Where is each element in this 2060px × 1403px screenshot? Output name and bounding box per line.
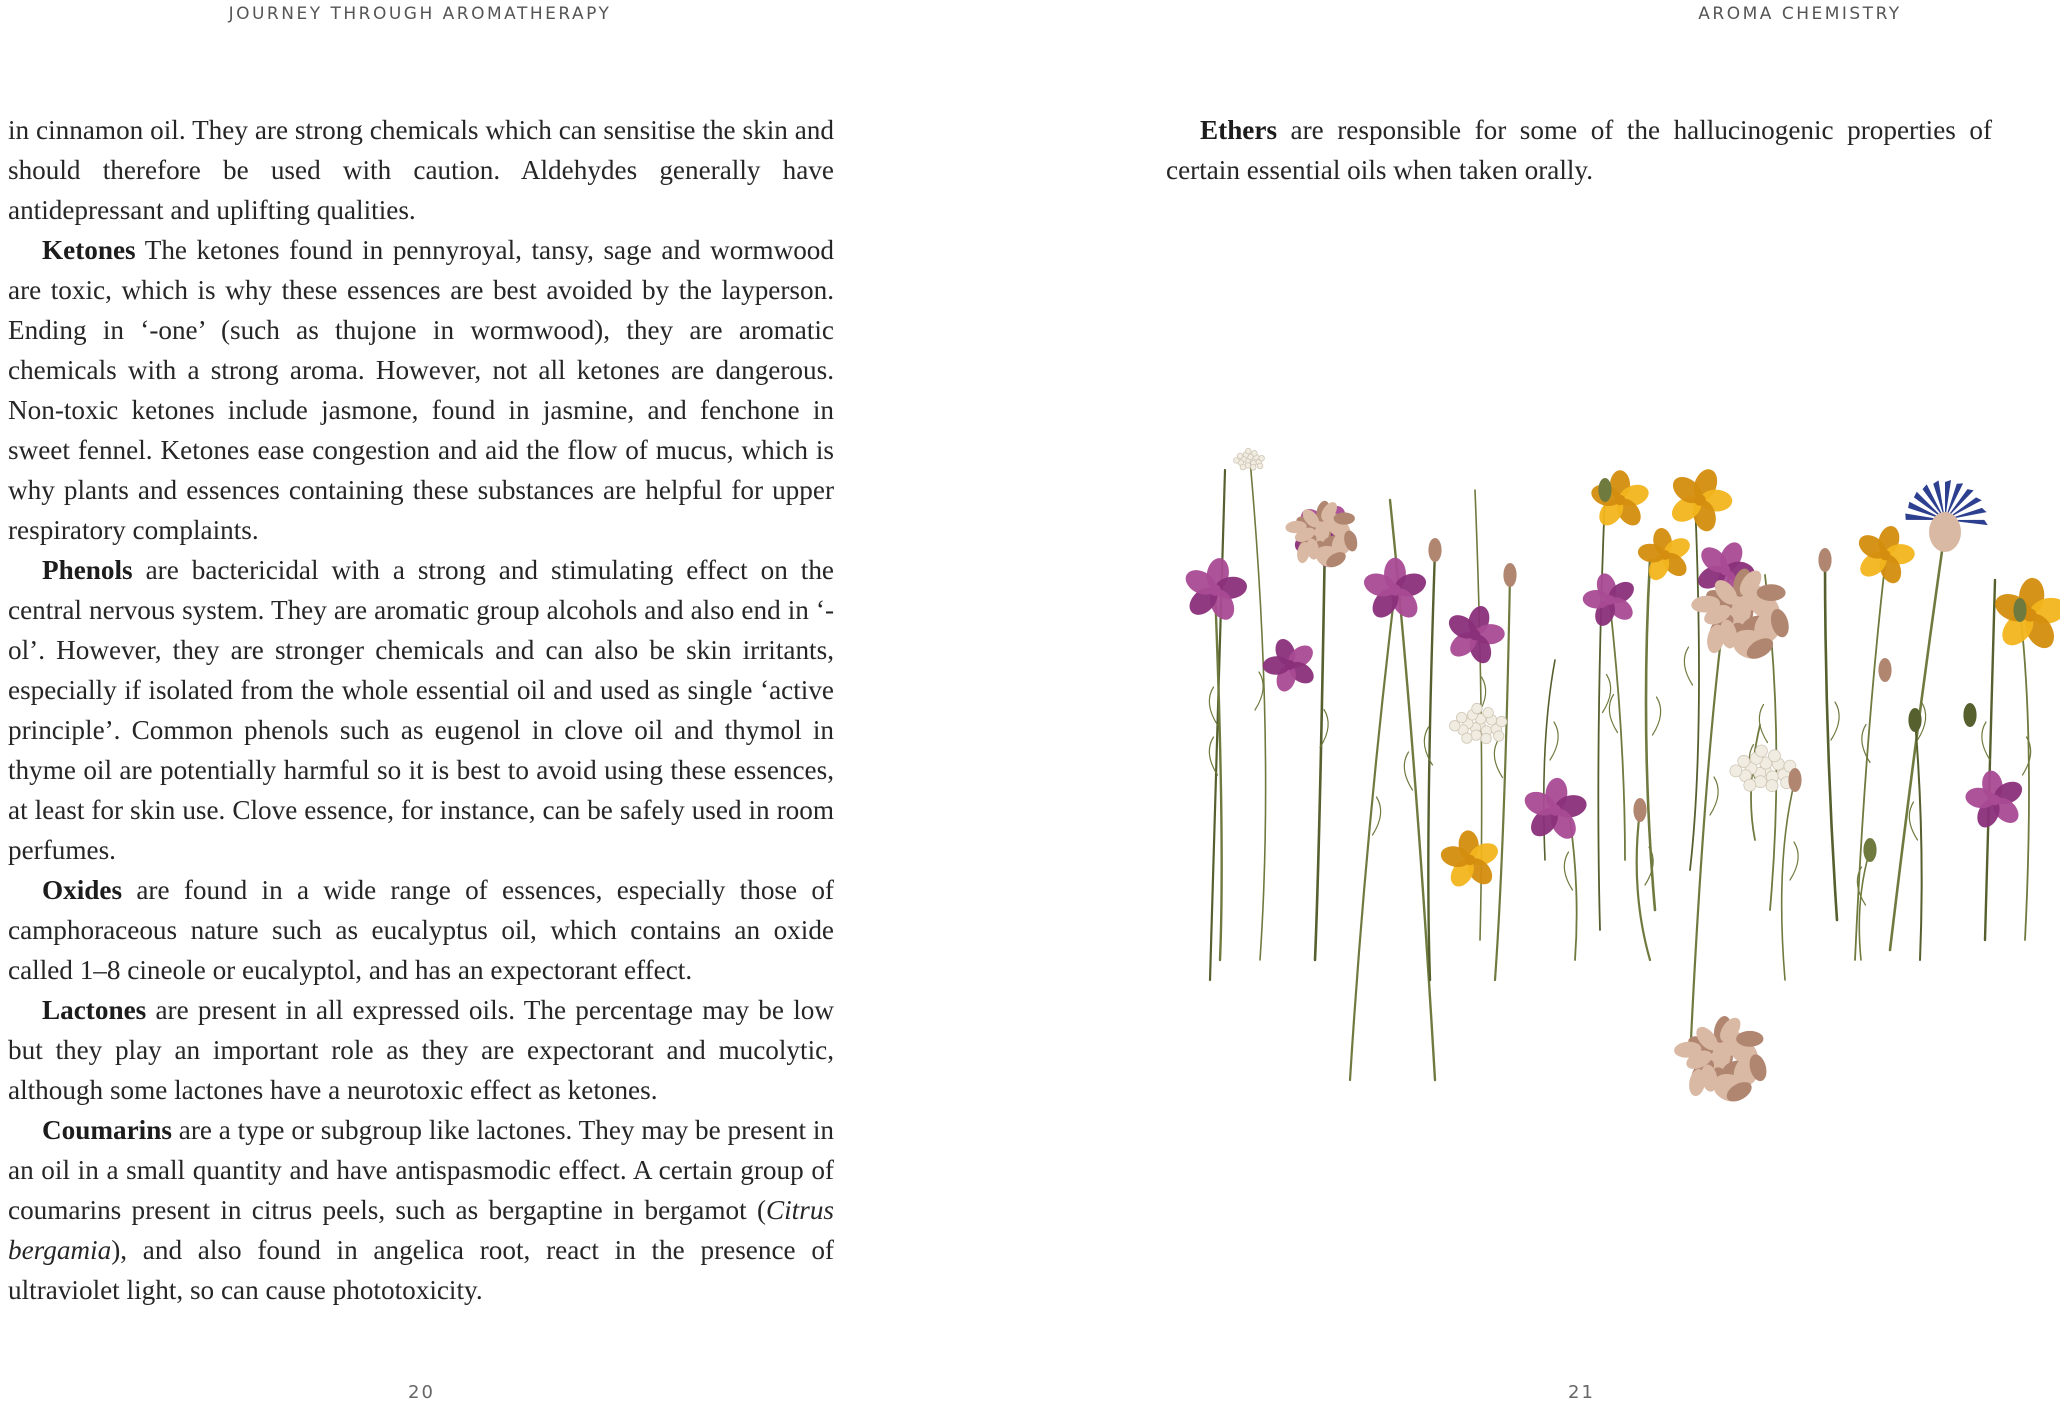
coumarins-paragraph [8, 1110, 834, 1310]
ketones-term: Ketones [42, 235, 136, 265]
white-umbel-flower [1730, 745, 1796, 792]
lactones-text: are present in all expressed oils. The percentage may be low but they play an important role as they are expectorant and mucolytic, although some lactones have a neurotoxic effect as ketones. [8, 995, 834, 1105]
flower-stem [1646, 560, 1655, 910]
clover-flower [1285, 499, 1359, 570]
oxides-text: are found in a wide range of essences, especially those of camphoraceous nature such as eucalyptus oil, which contains an oxide called 1–8 cineole or eucalyptol, and has an expectorant effect. [8, 875, 834, 985]
flower-center [1389, 584, 1400, 595]
flower-leaf [1790, 842, 1798, 880]
yellow-buttercup-flower [1436, 828, 1504, 893]
coumarins-text-before: are a type or subgroup like lactones. They may be present in an oil in a small quantity and have antispasmodic effect. A certain group of coumarins present in citrus peels, such as bergaptine in bergamot ( [8, 1115, 834, 1225]
flower-bud [2013, 598, 2026, 622]
phenols-term: Phenols [42, 555, 133, 585]
flower-leaf [1373, 797, 1381, 835]
flower-stem [1782, 780, 1795, 980]
flower-leaf [1710, 777, 1718, 815]
umbel-floret [1472, 703, 1482, 713]
cornflower-calyx [1929, 512, 1961, 552]
flower-bud [1818, 548, 1831, 572]
running-head-right: AROMA CHEMISTRY [1698, 4, 1902, 24]
ethers-term: Ethers [1200, 115, 1278, 145]
flower-stem [1570, 820, 1577, 960]
intro-paragraph: in cinnamon oil. They are strong chemicals which can sensitise the skin and should therefore be used with caution. Aldehydes generally have antidepressant and uplifting qualities. [8, 115, 834, 225]
umbel-floret [1755, 776, 1767, 788]
flower-bud [1908, 708, 1921, 732]
flower-stem [2020, 610, 2029, 940]
clover-floret [1334, 512, 1355, 524]
flower-leaf [1550, 722, 1558, 760]
coumarins-term: Coumarins [42, 1115, 172, 1145]
umbel-floret [1252, 451, 1258, 457]
flower-center [1615, 495, 1626, 506]
left-body-text [8, 110, 834, 1310]
oxides-term: Oxides [42, 875, 123, 905]
oxides-paragraph [8, 870, 834, 990]
umbel-floret [1250, 465, 1256, 471]
purple-pink-flower [1575, 566, 1645, 634]
flower-bud [1788, 768, 1801, 792]
flower-leaf [1255, 672, 1263, 710]
flower-bud [1598, 478, 1611, 502]
ethers-paragraph [1166, 110, 1992, 190]
coumarins-italic: Citrus bergamia [8, 1195, 834, 1265]
purple-pink-flower [1959, 765, 2031, 835]
flower-leaf [1209, 687, 1217, 725]
umbel-floret [1234, 458, 1240, 464]
flower-stem [1598, 495, 1605, 930]
flower-leaf [1909, 802, 1917, 840]
umbel-floret [1246, 448, 1252, 454]
flower-stem [1915, 720, 1922, 960]
purple-pink-flower [1437, 598, 1513, 672]
ketones-paragraph [8, 230, 834, 550]
flower-leaf [1494, 740, 1502, 778]
flower-stem [1637, 810, 1650, 960]
clover-flower [1673, 1014, 1769, 1105]
flower-stem [1428, 550, 1435, 980]
flower-leaf [1609, 695, 1617, 733]
flower-leaf [1404, 752, 1412, 790]
lactones-paragraph [8, 990, 834, 1110]
umbel-floret [1744, 779, 1756, 791]
flower-leaf [1982, 722, 1990, 760]
flower-stem [1690, 500, 1699, 870]
flower-bud [1428, 538, 1441, 562]
umbel-floret [1481, 733, 1491, 743]
right-page [1030, 0, 2060, 1403]
flower-bud [1633, 798, 1646, 822]
umbel-floret [1768, 750, 1780, 762]
ethers-text: are responsible for some of the hallucinogenic properties of certain essential oils when taken orally. [1166, 115, 1992, 185]
umbel-floret [1730, 765, 1742, 777]
phenols-paragraph [8, 550, 834, 870]
purple-pink-flower [1185, 552, 1254, 628]
flower-bud [1878, 658, 1891, 682]
umbel-floret [1240, 464, 1246, 470]
flower-bud [1503, 563, 1516, 587]
coumarins-text-after: ), and also found in angelica root, react in the presence of ultraviolet light, so can cause phototoxicity. [8, 1235, 834, 1305]
purple-pink-flower [1361, 558, 1429, 623]
yellow-buttercup-flower [1657, 458, 1743, 542]
purple-pink-flower [1518, 775, 1591, 845]
flower-leaf [1564, 852, 1572, 890]
cornflower-flower [1904, 480, 1988, 552]
page-number-right: 21 [1568, 1382, 1595, 1403]
ketones-text: The ketones found in pennyroyal, tansy, sage and wormwood are toxic, which is why these essences are best avoided by the layperson. Ending in ‘-one’ (such as thujone in wormwood), they are aromatic chemicals with a strong aroma. However, not all ketones are dangerous. Non-toxic ketones include jasmone, found in jasmine, and fenchone in sweet fennel. Ketones ease congestion and aid the flow of mucus, which is why plants and essences containing these substances are helpful for upper respiratory complaints. [8, 235, 834, 545]
umbel-floret [1494, 731, 1504, 741]
flower-bud [1863, 838, 1876, 862]
umbel-floret [1738, 755, 1750, 767]
umbel-floret [1450, 721, 1460, 731]
umbel-floret [1766, 780, 1778, 792]
umbel-floret [1471, 730, 1481, 740]
flower-leaf [1684, 647, 1692, 685]
flower-leaf [1759, 705, 1767, 743]
umbel-floret [1257, 463, 1263, 469]
white-umbel-flower [1450, 703, 1507, 743]
yellow-buttercup-flower [1632, 523, 1698, 587]
phenols-text: are bactericidal with a strong and stimulating effect on the central nervous system. They are aromatic group alcohols and also end in ‘-ol’. However, they are stronger chemicals and can also be skin irritants, especially if isolated from the whole essential oil and used as single ‘active principle’. Common phenols such as eugenol in clove oil and thymol in thyme oil are potentially harmful so it is best to avoid using these essences, at least for skin use. Clove essence, for instance, can be safely used in room perfumes. [8, 555, 834, 865]
lactones-term: Lactones [42, 995, 147, 1025]
right-body-text [1166, 110, 1992, 190]
flower-bud [1963, 703, 1976, 727]
umbel-floret [1483, 708, 1493, 718]
flower-stem [1250, 460, 1266, 960]
yellow-buttercup-flower [1589, 470, 1652, 530]
flower-leaf [1831, 702, 1839, 740]
umbel-floret [1259, 455, 1265, 461]
yellow-buttercup-flower [1847, 518, 1923, 592]
flower-stem [1859, 850, 1870, 960]
flower-leaf [1653, 697, 1661, 735]
umbel-floret [1755, 745, 1767, 757]
white-umbel-flower [1234, 448, 1265, 470]
page-number-left: 20 [408, 1382, 435, 1403]
pressed-wildflowers-illustration [1185, 440, 2060, 1270]
umbel-floret [1462, 733, 1472, 743]
umbel-floret [1496, 716, 1506, 726]
clover-floret [1736, 1031, 1763, 1047]
running-head-left: JOURNEY THROUGH AROMATHERAPY [228, 4, 612, 24]
clover-floret [1757, 584, 1786, 601]
